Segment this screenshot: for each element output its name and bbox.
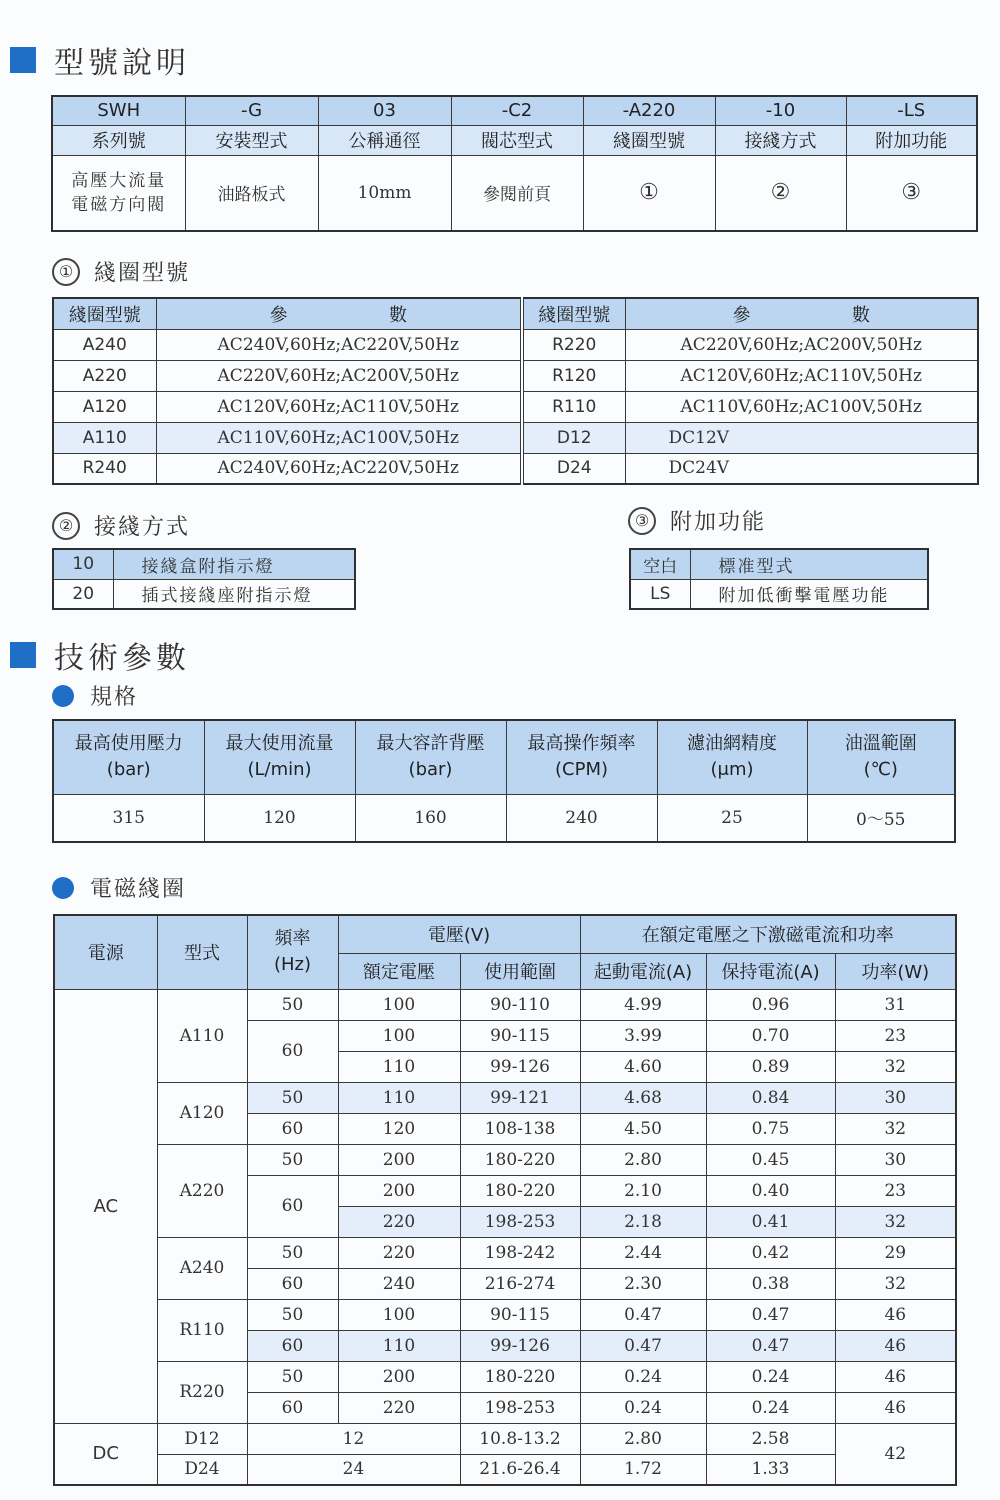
label-cell: 公稱通徑 [318, 125, 451, 155]
coil-param-header [156, 298, 522, 329]
coil-model: R120 [522, 360, 625, 391]
power-value: 42 [835, 1423, 956, 1485]
power-value: 32 [835, 1268, 956, 1299]
start-value: 2.18 [580, 1206, 706, 1237]
spec-header-name: 最大使用流量 [225, 733, 334, 755]
rated-value: 110 [338, 1082, 460, 1113]
wiring-code: 20 [53, 579, 113, 609]
spec-value: 120 [204, 794, 355, 842]
wiring-row [53, 579, 355, 609]
solenoid-header-row [54, 915, 956, 953]
code-cell: -A220 [583, 96, 715, 125]
value-cell: ① [583, 155, 715, 231]
coil-param: AC220V,60Hz;AC200V,50Hz [156, 360, 522, 391]
wiring-row [53, 549, 355, 579]
solenoid-row [54, 1144, 956, 1175]
coil-param: AC220V,60Hz;AC200V,50Hz [625, 329, 978, 360]
coil-type: A240 [157, 1237, 247, 1299]
section-square-icon [10, 47, 36, 73]
rated-value: 220 [338, 1206, 460, 1237]
model-code-table [51, 95, 978, 232]
hold-value: 0.40 [706, 1175, 835, 1206]
power-value: 46 [835, 1299, 956, 1330]
spec-header-name: 濾油網精度 [687, 733, 777, 755]
value-cell: 高壓大流量 電磁方向閥 [52, 155, 185, 231]
start-value: 4.50 [580, 1113, 706, 1144]
coil-heading [52, 256, 190, 287]
code-cell: -G [185, 96, 318, 125]
power-value: 46 [835, 1330, 956, 1361]
coil-model: R240 [53, 453, 156, 484]
coil-row [53, 391, 978, 422]
coil-param: DC24V [625, 453, 978, 484]
start-value: 2.30 [580, 1268, 706, 1299]
coil-model-header: 綫圈型號 [522, 298, 625, 329]
hold-value: 0.24 [706, 1392, 835, 1423]
start-value: 1.72 [580, 1454, 706, 1485]
power-value: 30 [835, 1082, 956, 1113]
model-section-heading [10, 38, 190, 82]
rated-value: 100 [338, 1020, 460, 1051]
start-value: 0.24 [580, 1361, 706, 1392]
spec-header-name: 最高使用壓力 [74, 733, 183, 755]
freq-value: 60 [247, 1392, 338, 1423]
coil-model: A110 [53, 422, 156, 453]
rated-value: 100 [338, 1299, 460, 1330]
coil-param: AC110V,60Hz;AC100V,50Hz [625, 391, 978, 422]
start-value: 2.10 [580, 1175, 706, 1206]
freq-value: 60 [247, 1330, 338, 1361]
solenoid-dc-row [54, 1423, 956, 1454]
freq-value: 50 [247, 1299, 338, 1330]
range-value: 216-274 [460, 1268, 580, 1299]
freq-value: 60 [247, 1113, 338, 1144]
coil-type: R220 [157, 1361, 247, 1423]
start-value: 3.99 [580, 1020, 706, 1051]
coil-type: A120 [157, 1082, 247, 1144]
model-label-row [52, 125, 977, 155]
solenoid-row [54, 1237, 956, 1268]
model-code-row [52, 96, 977, 125]
spec-header-unit: (bar) [408, 759, 453, 781]
spec-header-name: 最大容許背壓 [376, 733, 485, 755]
hold-value: 0.96 [706, 989, 835, 1020]
coil-param: DC12V [625, 422, 978, 453]
ac-label: AC [54, 989, 157, 1423]
hold-value: 0.75 [706, 1113, 835, 1144]
range-value: 90-110 [460, 989, 580, 1020]
coil-type: R110 [157, 1299, 247, 1361]
coil-model: D24 [522, 453, 625, 484]
start-value: 0.47 [580, 1330, 706, 1361]
range-value: 90-115 [460, 1020, 580, 1051]
spec-value: 25 [657, 794, 807, 842]
power-value: 29 [835, 1237, 956, 1268]
coil-param-header-b: 數 [851, 304, 870, 326]
start-value: 0.24 [580, 1392, 706, 1423]
label-cell: 附加功能 [846, 125, 977, 155]
bullet-dot-icon [52, 685, 74, 707]
coil-model: A120 [53, 391, 156, 422]
solenoid-row [54, 1299, 956, 1330]
code-cell: -10 [715, 96, 846, 125]
extra-desc: 標准型式 [690, 549, 928, 579]
power-w-header: 功率(W) [835, 953, 956, 989]
solenoid-table [53, 914, 957, 1486]
coil-model: R110 [522, 391, 625, 422]
dc-label: DC [54, 1423, 157, 1485]
extra-code: LS [630, 579, 690, 609]
label-cell: 安裝型式 [185, 125, 318, 155]
coil-model: D12 [522, 422, 625, 453]
range-value: 198-253 [460, 1392, 580, 1423]
coil-row [53, 453, 978, 484]
spec-header [53, 720, 204, 794]
coil-param-header [625, 298, 978, 329]
start-value: 0.47 [580, 1299, 706, 1330]
coil-model: A240 [53, 329, 156, 360]
coil-param-header-a: 參 [732, 304, 751, 326]
current-group-header: 在額定電壓之下激磁電流和功率 [580, 915, 956, 953]
spec-header-unit: (℃) [863, 759, 898, 781]
freq-value: 50 [247, 1144, 338, 1175]
solenoid-row [54, 989, 956, 1020]
coil-title: 綫圈型號 [94, 261, 191, 286]
coil-type: D24 [157, 1454, 247, 1485]
coil-param: AC120V,60Hz;AC110V,50Hz [625, 360, 978, 391]
coil-type: D12 [157, 1423, 247, 1454]
coil-table [52, 297, 979, 485]
rated-value: 200 [338, 1361, 460, 1392]
start-current-header: 起動電流(A) [580, 953, 706, 989]
freq-value: 50 [247, 1237, 338, 1268]
hold-value: 0.45 [706, 1144, 835, 1175]
coil-row [53, 360, 978, 391]
solenoid-row [54, 1361, 956, 1392]
freq-header [247, 915, 338, 989]
spec-header-unit: (μm) [710, 759, 754, 781]
hold-current-header: 保持電流(A) [706, 953, 835, 989]
wiring-code: 10 [53, 549, 113, 579]
coil-model-header: 綫圈型號 [53, 298, 156, 329]
spec-header-unit: (bar) [106, 759, 151, 781]
power-value: 46 [835, 1361, 956, 1392]
power-value: 31 [835, 989, 956, 1020]
tech-section-heading [10, 633, 190, 677]
rated-value: 220 [338, 1392, 460, 1423]
value-cell: 參閱前頁 [451, 155, 583, 231]
rated-value: 220 [338, 1237, 460, 1268]
freq-header-unit: (Hz) [273, 954, 312, 976]
coil-type: A110 [157, 989, 247, 1082]
extra-title: 附加功能 [670, 510, 767, 535]
rated-value: 100 [338, 989, 460, 1020]
rated-voltage-header: 額定電壓 [338, 953, 460, 989]
freq-value: 60 [247, 1268, 338, 1299]
spec-heading [52, 680, 138, 711]
range-value: 99-126 [460, 1330, 580, 1361]
spec-header-unit: (CPM) [555, 759, 608, 781]
power-value: 30 [835, 1144, 956, 1175]
extra-marker: ③ [628, 507, 656, 535]
solenoid-title: 電磁綫圈 [90, 877, 187, 902]
wiring-table [52, 548, 356, 610]
freq-value: 50 [247, 989, 338, 1020]
spec-title: 規格 [90, 685, 139, 710]
model-section-title: 型號說明 [54, 46, 190, 81]
range-value: 99-121 [460, 1082, 580, 1113]
spec-header-name: 油溫範圍 [844, 733, 917, 755]
value-cell: 油路板式 [185, 155, 318, 231]
rated-value: 240 [338, 1268, 460, 1299]
coil-header-row [53, 298, 978, 329]
spec-header-name: 最高操作頻率 [527, 733, 636, 755]
spec-header [355, 720, 506, 794]
range-value: 21.6-26.4 [460, 1454, 580, 1485]
freq-value: 60 [247, 1020, 338, 1082]
wiring-heading [52, 510, 190, 541]
rated-value: 200 [338, 1144, 460, 1175]
range-value: 90-115 [460, 1299, 580, 1330]
hold-value: 2.58 [706, 1423, 835, 1454]
spec-table [52, 719, 956, 843]
range-value: 180-220 [460, 1144, 580, 1175]
coil-param: AC120V,60Hz;AC110V,50Hz [156, 391, 522, 422]
label-cell: 綫圈型號 [583, 125, 715, 155]
voltage-header: 電壓(V) [338, 915, 580, 953]
start-value: 4.68 [580, 1082, 706, 1113]
coil-marker: ① [52, 258, 80, 286]
spec-header [204, 720, 355, 794]
power-value: 46 [835, 1392, 956, 1423]
wiring-marker: ② [52, 512, 80, 540]
rated-value: 12 [247, 1423, 460, 1454]
range-header: 使用範圍 [460, 953, 580, 989]
range-value: 198-253 [460, 1206, 580, 1237]
spec-value: 160 [355, 794, 506, 842]
rated-value: 110 [338, 1330, 460, 1361]
range-value: 99-126 [460, 1051, 580, 1082]
spec-header [807, 720, 955, 794]
hold-value: 0.42 [706, 1237, 835, 1268]
start-value: 4.99 [580, 989, 706, 1020]
model-value-row [52, 155, 977, 231]
range-value: 180-220 [460, 1175, 580, 1206]
spec-header [657, 720, 807, 794]
coil-model: R220 [522, 329, 625, 360]
value-cell: ② [715, 155, 846, 231]
section-square-icon [10, 642, 36, 668]
bullet-dot-icon [52, 877, 74, 899]
hold-value: 0.70 [706, 1020, 835, 1051]
label-cell: 接綫方式 [715, 125, 846, 155]
extra-desc: 附加低衝擊電壓功能 [690, 579, 928, 609]
extra-code: 空白 [630, 549, 690, 579]
coil-param-header-a: 參 [269, 304, 288, 326]
coil-param: AC110V,60Hz;AC100V,50Hz [156, 422, 522, 453]
wiring-desc: 插式接綫座附指示燈 [113, 579, 355, 609]
start-value: 2.80 [580, 1144, 706, 1175]
coil-row [53, 329, 978, 360]
code-cell: -C2 [451, 96, 583, 125]
hold-value: 0.24 [706, 1361, 835, 1392]
spec-header-row [53, 720, 955, 794]
wiring-title: 接綫方式 [94, 515, 191, 540]
type-header: 型式 [157, 915, 247, 989]
solenoid-dc-row [54, 1454, 956, 1485]
power-value: 32 [835, 1206, 956, 1237]
power-value: 23 [835, 1175, 956, 1206]
extra-table [629, 548, 929, 610]
range-value: 10.8-13.2 [460, 1423, 580, 1454]
spec-value: 240 [506, 794, 657, 842]
coil-param-header-b: 數 [388, 304, 407, 326]
coil-param: AC240V,60Hz;AC220V,50Hz [156, 329, 522, 360]
code-cell: SWH [52, 96, 185, 125]
freq-value: 50 [247, 1082, 338, 1113]
spec-value: 0～55 [807, 794, 955, 842]
hold-value: 0.47 [706, 1330, 835, 1361]
tech-section-title: 技術參數 [54, 641, 190, 676]
hold-value: 0.41 [706, 1206, 835, 1237]
spec-value-row [53, 794, 955, 842]
value-cell: 10mm [318, 155, 451, 231]
power-value: 32 [835, 1113, 956, 1144]
label-cell: 閥芯型式 [451, 125, 583, 155]
hold-value: 0.89 [706, 1051, 835, 1082]
hold-value: 0.38 [706, 1268, 835, 1299]
hold-value: 0.84 [706, 1082, 835, 1113]
start-value: 4.60 [580, 1051, 706, 1082]
code-cell: 03 [318, 96, 451, 125]
code-cell: -LS [846, 96, 977, 125]
power-source-header: 電源 [54, 915, 157, 989]
spec-value: 315 [53, 794, 204, 842]
spec-header [506, 720, 657, 794]
hold-value: 1.33 [706, 1454, 835, 1485]
range-value: 180-220 [460, 1361, 580, 1392]
coil-param: AC240V,60Hz;AC220V,50Hz [156, 453, 522, 484]
freq-value: 50 [247, 1361, 338, 1392]
rated-value: 24 [247, 1454, 460, 1485]
label-cell: 系列號 [52, 125, 185, 155]
extra-row [630, 549, 928, 579]
extra-row [630, 579, 928, 609]
range-value: 198-242 [460, 1237, 580, 1268]
freq-value: 60 [247, 1175, 338, 1237]
spec-header-unit: (L/min) [247, 759, 312, 781]
rated-value: 200 [338, 1175, 460, 1206]
wiring-desc: 接綫盒附指示燈 [113, 549, 355, 579]
range-value: 108-138 [460, 1113, 580, 1144]
power-value: 32 [835, 1051, 956, 1082]
solenoid-heading [52, 872, 186, 903]
start-value: 2.44 [580, 1237, 706, 1268]
rated-value: 110 [338, 1051, 460, 1082]
coil-model: A220 [53, 360, 156, 391]
coil-row [53, 422, 978, 453]
power-value: 23 [835, 1020, 956, 1051]
hold-value: 0.47 [706, 1299, 835, 1330]
coil-type: A220 [157, 1144, 247, 1237]
rated-value: 120 [338, 1113, 460, 1144]
solenoid-row [54, 1082, 956, 1113]
freq-header-label: 頻率 [274, 928, 311, 950]
extra-heading [628, 505, 766, 536]
value-cell: ③ [846, 155, 977, 231]
start-value: 2.80 [580, 1423, 706, 1454]
